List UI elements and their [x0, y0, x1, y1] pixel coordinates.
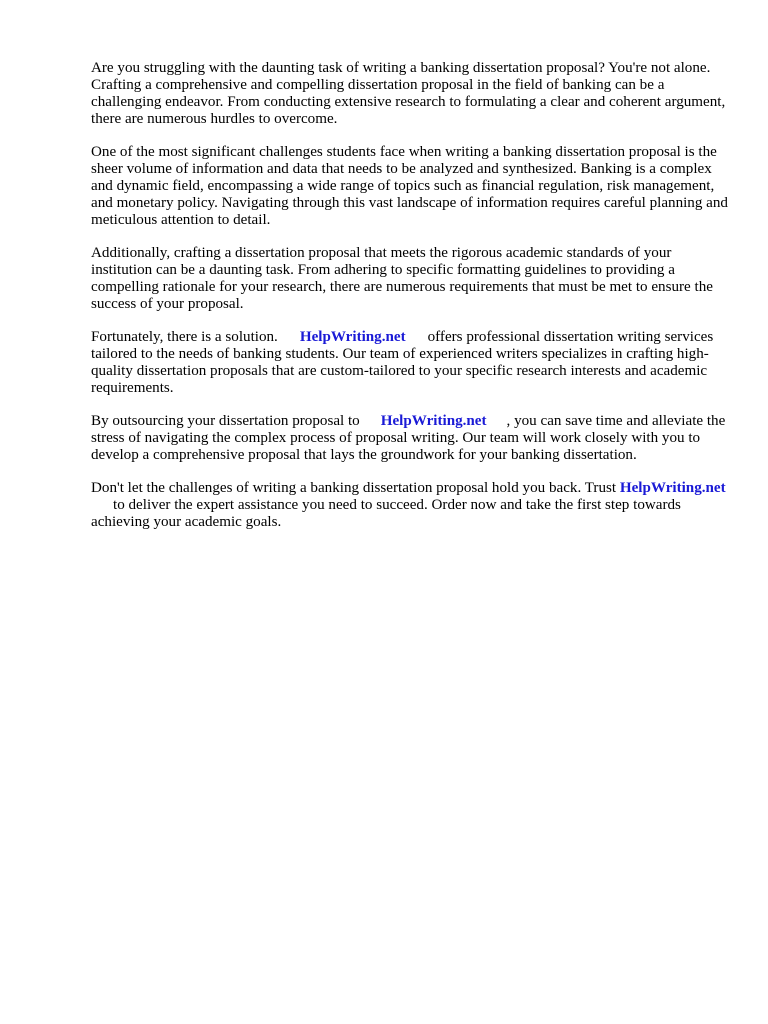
document-body: [91, 60, 731, 547]
helpwriting-link[interactable]: HelpWriting.net: [380, 413, 487, 429]
paragraph-standards: Additionally, crafting a dissertation proposal that meets the rigorous academic standards of your institution can be a daunting task. From adhering to specific formatting guidelines to providing a compelling rationale for your research, there are numerous requirements that must be met to ensure the success of your proposal.: [91, 245, 713, 312]
paragraph-solution-rest: offers professional dissertation writing services tailored to the needs of banking students. Our team of experienced writers specializes in crafting high-quality dissertation proposals that are custom-tailored to your specific research interests and academic requirements.: [91, 329, 714, 396]
paragraph-call-to-action: [91, 480, 731, 531]
paragraph-outsourcing-lead: By outsourcing your dissertation proposal to: [91, 413, 360, 429]
paragraph-intro: Are you struggling with the daunting task of writing a banking dissertation proposal? You're not alone. Crafting a comprehensive and compelling dissertation proposal in the field of banking can be a challenging endeavor. From conducting extensive research to formulating a clear and coherent argument, there are numerous hurdles to overcome.: [91, 60, 726, 127]
paragraph-cta-rest: to deliver the expert assistance you need to succeed. Order now and take the first step towards achieving your academic goals.: [91, 497, 681, 530]
paragraph-solution-lead: Fortunately, there is a solution.: [91, 329, 278, 345]
paragraph-cta-lead: Don't let the challenges of writing a banking dissertation proposal hold you back. Trust: [91, 480, 617, 496]
paragraph-solution: [91, 329, 731, 397]
helpwriting-link[interactable]: HelpWriting.net: [619, 480, 726, 496]
paragraph-challenges: One of the most significant challenges students face when writing a banking dissertation proposal is the sheer volume of information and data that needs to be analyzed and synthesized. Banking is a complex and dynamic field, encompassing a wide range of topics such as financial regulation, risk management, and monetary policy. Navigating through this vast landscape of information requires careful planning and meticulous attention to detail.: [91, 144, 728, 228]
paragraph-outsourcing-rest: , you can save time and alleviate the stress of navigating the complex process of proposal writing. Our team will work closely with you to develop a comprehensive proposal that lays the groundwork for your banking dissertation.: [91, 413, 726, 463]
paragraph-outsourcing: [91, 413, 731, 464]
helpwriting-link[interactable]: HelpWriting.net: [299, 329, 406, 345]
